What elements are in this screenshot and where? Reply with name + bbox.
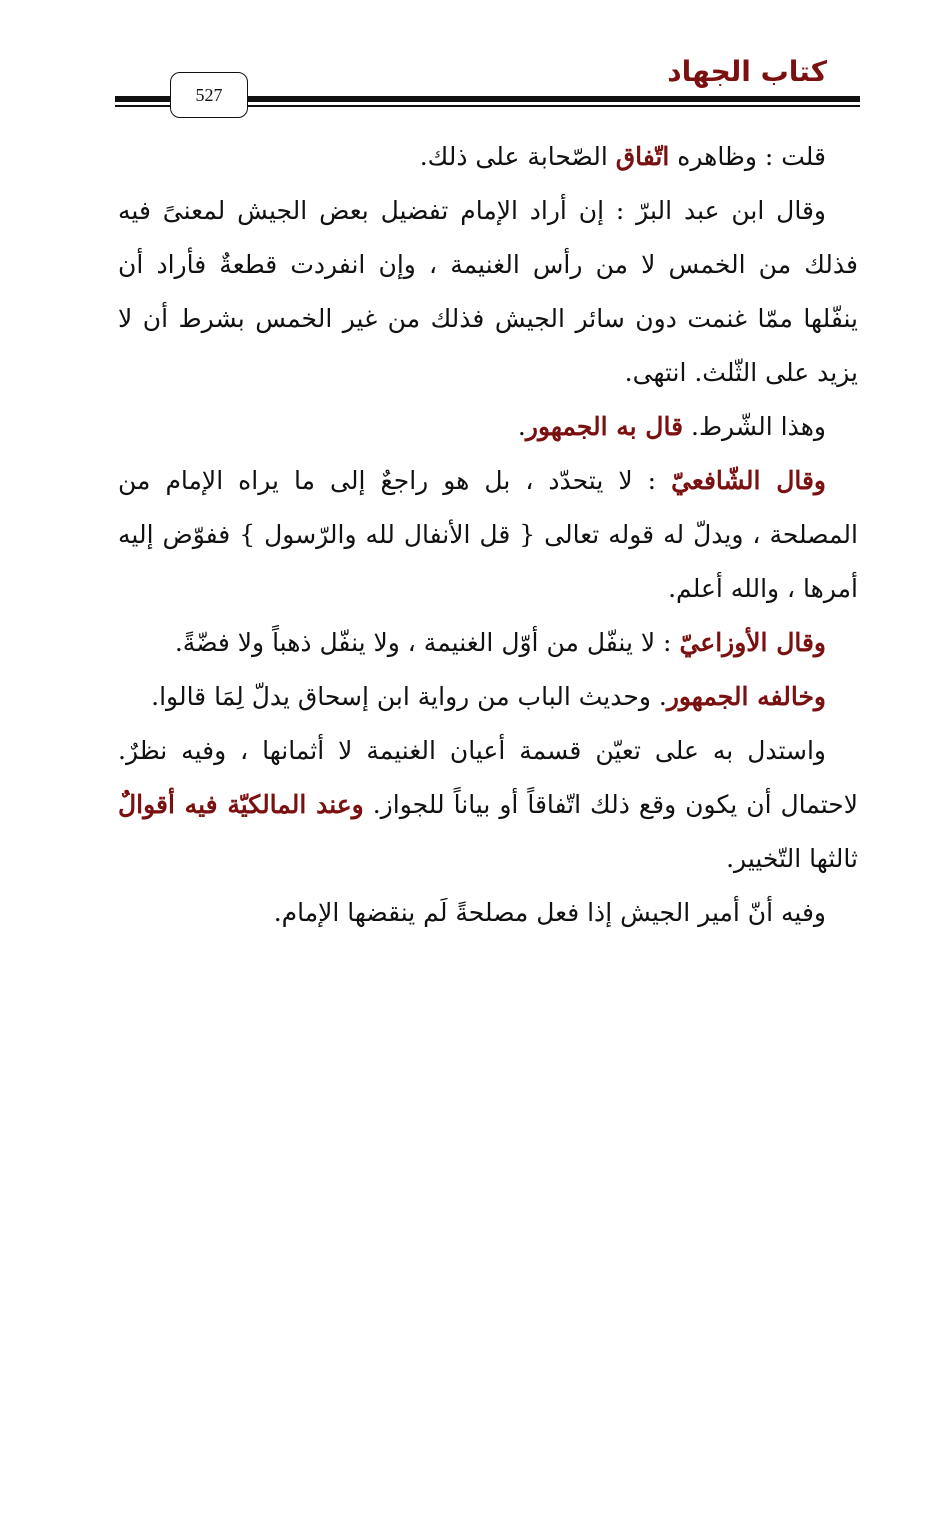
paragraph-text: وقال ابن عبد البرّ : إن أراد الإمام تفضيل بعض الجيش لمعنىً فيه فذلك من الخمس لا من رأس الغنيمة ، وإن انفردت قطعةٌ فأراد أن ينفّلها ممّا غنمت دون سائر الجيش فذلك من غير الخمس بشرط أن لا يزيد على الثّلث. انتهى. xyxy=(118,196,858,387)
paragraph xyxy=(118,184,858,400)
paragraph-text: . xyxy=(517,412,526,441)
paragraph xyxy=(118,616,858,670)
paragraph-text: قلت : وظاهره xyxy=(669,142,826,171)
paragraph xyxy=(118,130,858,184)
paragraph-text: : لا ينفّل من أوّل الغنيمة ، ولا ينفّل ذهباً ولا فضّةً. xyxy=(174,628,680,657)
paragraph xyxy=(118,400,858,454)
paragraph-text: . وحديث الباب من رواية ابن إسحاق يدلّ لِمَا قالوا. xyxy=(151,682,667,711)
paragraph-text: وفيه أنّ أمير الجيش إذا فعل مصلحةً لَم ينقضها الإمام. xyxy=(273,898,826,927)
paragraph-text: واستدل به على تعيّن قسمة أعيان الغنيمة لا أثمانها ، وفيه نظرٌ. لاحتمال أن يكون وقع ذلك اتّفاقاً أو بياناً للجواز. xyxy=(118,736,858,819)
highlighted-text: اتّفاق xyxy=(615,142,670,171)
highlighted-text: قال به الجمهور xyxy=(525,412,684,441)
paragraph xyxy=(118,886,858,940)
paragraph-text: : لا يتحدّد ، بل هو راجعٌ إلى ما يراه الإمام من المصلحة ، ويدلّ له قوله تعالى { قل الأنفال لله والرّسول } ففوّض إليه أمرها ، والله أعلم. xyxy=(118,466,858,603)
page-number: 527 xyxy=(195,84,223,105)
highlighted-text: وعند المالكيّة فيه أقوالٌ xyxy=(118,790,364,819)
paragraph-text: الصّحابة على ذلك. xyxy=(419,142,616,171)
paragraph xyxy=(118,724,858,886)
paragraph-text: وهذا الشّرط. xyxy=(683,412,826,441)
paragraph xyxy=(118,454,858,616)
page-number-badge xyxy=(170,72,248,118)
body-text xyxy=(118,130,858,940)
highlighted-text: وقال الأوزاعيّ xyxy=(679,628,826,657)
paragraph xyxy=(118,670,858,724)
paragraph-text: ثالثها التّخيير. xyxy=(726,844,858,873)
highlighted-text: وخالفه الجمهور xyxy=(666,682,826,711)
highlighted-text: وقال الشّافعيّ xyxy=(671,466,826,495)
chapter-title: كتاب الجهاد xyxy=(667,55,827,88)
